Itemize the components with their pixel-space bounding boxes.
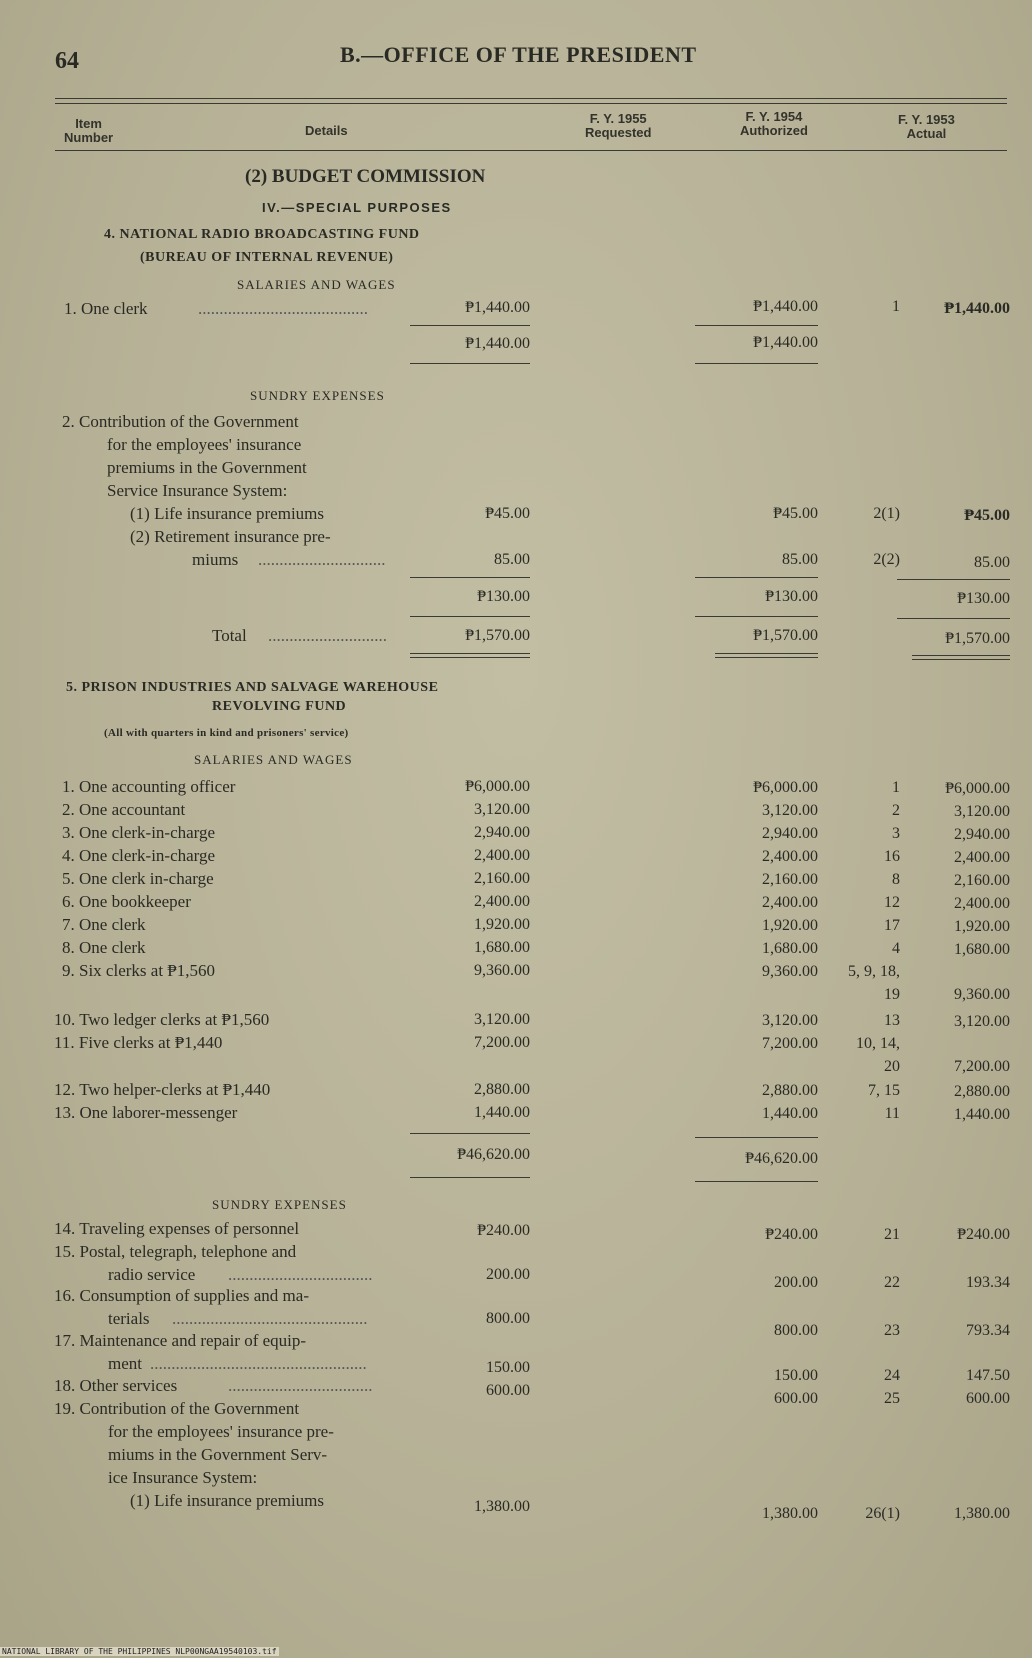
row-text: 2. One accountant xyxy=(62,800,186,819)
cell-fy1954: 3,120.00 xyxy=(762,1012,818,1029)
subtotal-fy1954: ₱1,440.00 xyxy=(753,334,818,351)
cell-ref: 8 xyxy=(892,871,900,888)
cell-fy1955: 3,120.00 xyxy=(474,801,530,818)
cell-ref: 11 xyxy=(884,1105,900,1122)
total-fy1953: ₱1,570.00 xyxy=(945,630,1010,647)
col-header-details: Details xyxy=(305,123,348,138)
cell-fy1954: 1,380.00 xyxy=(762,1505,818,1522)
cell-fy1955: 2,940.00 xyxy=(474,824,530,841)
total-double-rule xyxy=(410,653,530,658)
cell-fy1954: 1,440.00 xyxy=(762,1105,818,1122)
cell-fy1954: 2,940.00 xyxy=(762,825,818,842)
section-title: (2) BUDGET COMMISSION xyxy=(245,166,486,187)
row-text: (2) Retirement insurance pre- xyxy=(130,527,331,546)
row-text: 6. One bookkeeper xyxy=(62,892,191,911)
scan-footer: NATIONAL LIBRARY OF THE PHILIPPINES NLP00NGAA19540103.tif xyxy=(2,1647,277,1656)
header-rule-top-2 xyxy=(55,103,1007,104)
cell-fy1954: ₱45.00 xyxy=(773,505,818,522)
cell-ref: 10, 14, xyxy=(856,1035,900,1052)
row-text: 13. One laborer-messenger xyxy=(54,1103,238,1122)
cell-fy1953: 1,440.00 xyxy=(954,1106,1010,1123)
cell-ref: 26(1) xyxy=(865,1505,900,1522)
row-text: 10. Two ledger clerks at ₱1,560 xyxy=(54,1010,270,1029)
row-text: for the employees' insurance pre- xyxy=(108,1422,334,1441)
fund5-title-2: REVOLVING FUND xyxy=(212,699,347,714)
row-text: for the employees' insurance xyxy=(107,435,302,454)
subtotal-fy1955: ₱46,620.00 xyxy=(457,1146,530,1163)
cell-fy1954: 2,160.00 xyxy=(762,871,818,888)
row-text: ment xyxy=(108,1354,142,1373)
row-text: Service Insurance System: xyxy=(107,481,288,500)
fund4-subtitle: (BUREAU OF INTERNAL REVENUE) xyxy=(140,250,394,265)
cell-fy1955: 200.00 xyxy=(486,1266,530,1283)
sundry-label: SUNDRY EXPENSES xyxy=(250,388,385,403)
subtotal-rule xyxy=(410,325,530,326)
total-fy1954: ₱1,570.00 xyxy=(753,627,818,644)
cell-fy1955: 7,200.00 xyxy=(474,1034,530,1051)
cell-fy1954: ₱240.00 xyxy=(765,1226,818,1243)
fund5-title: 5. PRISON INDUSTRIES AND SALVAGE WAREHOUSE xyxy=(66,680,439,695)
subtotal-rule xyxy=(897,579,1010,580)
cell-fy1953: 9,360.00 xyxy=(954,986,1010,1003)
sundry-label: SUNDRY EXPENSES xyxy=(212,1197,347,1212)
col-header-item-number: Item Number xyxy=(64,116,114,145)
cell-ref: 2(1) xyxy=(873,505,900,522)
row-text: miums xyxy=(192,550,239,569)
cell-fy1954: 2,880.00 xyxy=(762,1082,818,1099)
cell-fy1953: 1,680.00 xyxy=(954,941,1010,958)
row-text: 7. One clerk xyxy=(62,915,146,934)
cell-ref: 2 xyxy=(892,802,900,819)
cell-fy1953: 2,400.00 xyxy=(954,849,1010,866)
cell-fy1954: 600.00 xyxy=(774,1390,818,1407)
header-rule-top xyxy=(55,98,1007,99)
cell-ref: 2(2) xyxy=(873,551,900,568)
fund5-note: (All with quarters in kind and prisoners' service) xyxy=(104,727,349,739)
leader-dots: .................................. xyxy=(228,1265,373,1284)
cell-fy1955: 800.00 xyxy=(486,1310,530,1327)
subtotal-rule xyxy=(695,577,818,578)
cell-fy1955: 2,880.00 xyxy=(474,1081,530,1098)
cell-fy1955: 600.00 xyxy=(486,1382,530,1399)
subtotal-rule xyxy=(410,577,530,578)
cell-fy1953: 147.50 xyxy=(966,1367,1010,1384)
cell-fy1953: ₱1,440.00 xyxy=(944,300,1010,317)
col-header-fy1955: F. Y. 1955 Requested xyxy=(585,111,652,140)
cell-ref: 17 xyxy=(884,917,900,934)
subtotal-rule xyxy=(410,363,530,364)
cell-fy1953: 2,160.00 xyxy=(954,872,1010,889)
cell-ref: 4 xyxy=(892,940,900,957)
cell-fy1955: 9,360.00 xyxy=(474,962,530,979)
cell-fy1953: 3,120.00 xyxy=(954,803,1010,820)
cell-fy1955: 1,680.00 xyxy=(474,939,530,956)
cell-ref: 20 xyxy=(884,1058,900,1075)
subtotal-rule xyxy=(695,1137,818,1138)
cell-fy1955: ₱45.00 xyxy=(485,505,530,522)
subtotal-rule xyxy=(410,1133,530,1134)
row-text: 5. One clerk in-charge xyxy=(62,869,214,888)
salaries-label: SALARIES AND WAGES xyxy=(194,752,353,767)
total-fy1955: ₱1,570.00 xyxy=(465,627,530,644)
cell-fy1953: ₱45.00 xyxy=(964,507,1010,524)
cell-fy1954: ₱6,000.00 xyxy=(753,779,818,796)
cell-ref: 23 xyxy=(884,1322,900,1339)
cell-fy1953: 1,380.00 xyxy=(954,1505,1010,1522)
cell-fy1955: 1,440.00 xyxy=(474,1104,530,1121)
row-text: 15. Postal, telegraph, telephone and xyxy=(54,1242,297,1261)
subtotal-rule xyxy=(695,616,818,617)
subtotal-fy1954: ₱130.00 xyxy=(765,588,818,605)
total-double-rule xyxy=(715,653,818,658)
leader-dots: .................................. xyxy=(228,1376,373,1395)
cell-fy1955: 2,400.00 xyxy=(474,847,530,864)
row-text: radio service xyxy=(108,1265,196,1284)
cell-fy1955: 2,160.00 xyxy=(474,870,530,887)
cell-fy1953: 1,920.00 xyxy=(954,918,1010,935)
row-text: 17. Maintenance and repair of equip- xyxy=(54,1331,307,1350)
cell-fy1953: 2,400.00 xyxy=(954,895,1010,912)
leader-dots: ............................ xyxy=(268,626,387,645)
row-text: 1. One clerk xyxy=(64,299,148,318)
cell-fy1954: 2,400.00 xyxy=(762,848,818,865)
col-header-fy1953: F. Y. 1953 Actual xyxy=(898,112,955,141)
cell-fy1954: 7,200.00 xyxy=(762,1035,818,1052)
cell-ref: 12 xyxy=(884,894,900,911)
cell-fy1954: 800.00 xyxy=(774,1322,818,1339)
row-text: 3. One clerk-in-charge xyxy=(62,823,216,842)
leader-dots: .............................. xyxy=(258,550,386,569)
cell-fy1954: 1,920.00 xyxy=(762,917,818,934)
cell-fy1954: 2,400.00 xyxy=(762,894,818,911)
page-title: B.—OFFICE OF THE PRESIDENT xyxy=(340,42,697,67)
row-text: (1) Life insurance premiums xyxy=(130,1491,325,1510)
row-text: ice Insurance System: xyxy=(108,1468,258,1487)
row-text: 16. Consumption of supplies and ma- xyxy=(54,1286,309,1305)
subtotal-fy1953: ₱130.00 xyxy=(957,590,1010,607)
cell-fy1953: 85.00 xyxy=(974,554,1010,571)
header-rule-bottom xyxy=(55,150,1007,151)
cell-fy1953: 2,880.00 xyxy=(954,1083,1010,1100)
subtotal-rule xyxy=(410,616,530,617)
cell-fy1953: 193.34 xyxy=(966,1274,1010,1291)
cell-fy1954: 85.00 xyxy=(782,551,818,568)
cell-fy1953: 7,200.00 xyxy=(954,1058,1010,1075)
cell-ref: 7, 15 xyxy=(868,1082,900,1099)
subtotal-fy1955: ₱130.00 xyxy=(477,588,530,605)
row-text: premiums in the Government xyxy=(107,458,307,477)
cell-fy1955: 85.00 xyxy=(494,551,530,568)
leader-dots: .............................................. xyxy=(172,1309,368,1328)
cell-ref: 24 xyxy=(884,1367,900,1384)
cell-fy1955: ₱6,000.00 xyxy=(465,778,530,795)
cell-fy1955: 1,380.00 xyxy=(474,1498,530,1515)
cell-fy1955: 1,920.00 xyxy=(474,916,530,933)
row-text: miums in the Government Serv- xyxy=(108,1445,328,1464)
cell-ref: 22 xyxy=(884,1274,900,1291)
cell-fy1955: ₱1,440.00 xyxy=(465,299,530,316)
row-text: 14. Traveling expenses of personnel xyxy=(54,1219,300,1238)
cell-ref: 3 xyxy=(892,825,900,842)
cell-ref: 1 xyxy=(892,298,900,315)
cell-fy1953: 2,940.00 xyxy=(954,826,1010,843)
section-subtitle: IV.—SPECIAL PURPOSES xyxy=(262,200,452,215)
col-header-fy1954: F. Y. 1954 Authorized xyxy=(740,109,808,138)
leader-dots: ................................................... xyxy=(150,1354,367,1373)
subtotal-rule xyxy=(695,325,818,326)
cell-fy1954: ₱1,440.00 xyxy=(753,298,818,315)
cell-fy1953: 600.00 xyxy=(966,1390,1010,1407)
cell-fy1954: 9,360.00 xyxy=(762,963,818,980)
cell-ref: 13 xyxy=(884,1012,900,1029)
cell-fy1953: 3,120.00 xyxy=(954,1013,1010,1030)
leader-dots: ........................................ xyxy=(198,299,368,318)
subtotal-fy1954: ₱46,620.00 xyxy=(745,1150,818,1167)
cell-fy1953: ₱240.00 xyxy=(957,1226,1010,1243)
row-text: 2. Contribution of the Government xyxy=(62,412,299,431)
cell-ref: 25 xyxy=(884,1390,900,1407)
subtotal-rule xyxy=(695,363,818,364)
cell-fy1954: 150.00 xyxy=(774,1367,818,1384)
row-text: 19. Contribution of the Government xyxy=(54,1399,300,1418)
row-text: 8. One clerk xyxy=(62,938,146,957)
cell-fy1953: 793.34 xyxy=(966,1322,1010,1339)
cell-fy1953: ₱6,000.00 xyxy=(945,780,1010,797)
subtotal-rule xyxy=(410,1177,530,1178)
cell-ref: 19 xyxy=(884,986,900,1003)
cell-fy1955: 2,400.00 xyxy=(474,893,530,910)
subtotal-rule xyxy=(695,1181,818,1182)
row-text: 18. Other services xyxy=(54,1376,178,1395)
row-text: 4. One clerk-in-charge xyxy=(62,846,216,865)
cell-fy1954: 1,680.00 xyxy=(762,940,818,957)
cell-fy1954: 3,120.00 xyxy=(762,802,818,819)
cell-fy1955: ₱240.00 xyxy=(477,1222,530,1239)
subtotal-rule xyxy=(897,618,1010,619)
subtotal-fy1955: ₱1,440.00 xyxy=(465,335,530,352)
row-text: 1. One accounting officer xyxy=(62,777,236,796)
row-text: 9. Six clerks at ₱1,560 xyxy=(62,961,215,980)
row-text: 12. Two helper-clerks at ₱1,440 xyxy=(54,1080,271,1099)
cell-fy1955: 150.00 xyxy=(486,1359,530,1376)
cell-fy1954: 200.00 xyxy=(774,1274,818,1291)
cell-ref: 1 xyxy=(892,779,900,796)
cell-fy1955: 3,120.00 xyxy=(474,1011,530,1028)
total-label: Total xyxy=(212,626,247,645)
cell-ref: 16 xyxy=(884,848,900,865)
cell-ref: 21 xyxy=(884,1226,900,1243)
fund4-title: 4. NATIONAL RADIO BROADCASTING FUND xyxy=(104,227,420,242)
page-number: 64 xyxy=(55,48,79,74)
cell-ref: 5, 9, 18, xyxy=(848,963,900,980)
row-text: (1) Life insurance premiums xyxy=(130,504,325,523)
salaries-label: SALARIES AND WAGES xyxy=(237,277,396,292)
row-text: terials xyxy=(108,1309,150,1328)
total-double-rule xyxy=(912,655,1010,660)
row-text: 11. Five clerks at ₱1,440 xyxy=(54,1033,223,1052)
